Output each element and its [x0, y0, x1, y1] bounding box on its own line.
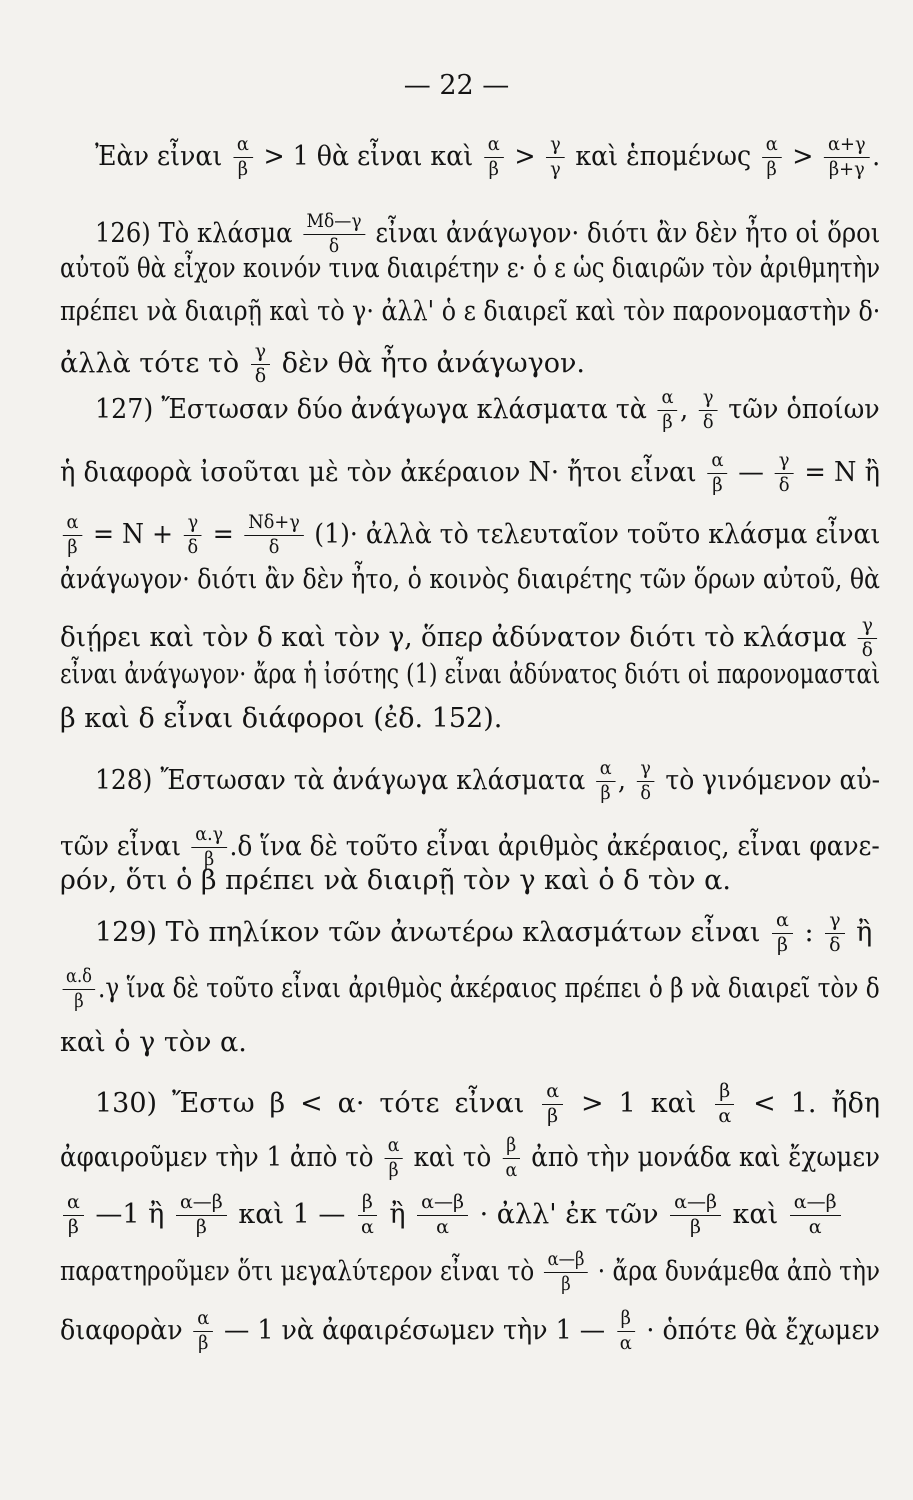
fraction: $\frac{\gamma}{\delta}$ [775, 451, 793, 496]
text-line: 126) Τὸ κλάσμα $\frac{M\delta—\gamma}{\delta}$ εἶναι ἀνάγωγον· διότι ἂν δὲν ἦτο οἱ ὅροι [95, 210, 881, 257]
text-line: 130) Ἔστω β < α· τότε εἶναι $\frac{\alpha}{\beta}$ > 1 καὶ $\frac{\beta}{\alpha}$ < 1. ἤδη [95, 1080, 880, 1127]
fraction: $\frac{\gamma}{\delta}$ [858, 616, 877, 661]
fraction: $\frac{\alpha}{\beta}$ [596, 759, 615, 804]
text-line: Ἐὰν εἶναι $\frac{\alpha}{\beta}$ > 1 θὰ εἶναι καὶ $\frac{\alpha}{\beta}$ > $\frac{\gamma}{\gamma}$ καὶ ἑπομένως $\frac{\alpha}{\beta}$ > $\frac{\alpha+\gamma}{\beta+\gamma}$ . [95, 133, 881, 180]
fraction: $\frac{\alpha}{\beta}$ [63, 513, 82, 558]
text-line: εἶναι ἀνάγωγον· ἄρα ἡ ἰσότης (1) εἶναι ἀδύνατος διότι οἱ παρονομασταὶ [60, 659, 881, 690]
fraction: $\frac{\alpha}{\beta}$ [542, 1082, 563, 1127]
text-line: ρόν, ὅτι ὁ β πρέπει νὰ διαιρῇ τὸν γ καὶ ὁ δ τὸν α. [60, 865, 731, 896]
text-line: διαφορὰν $\frac{\alpha}{\beta}$ — 1 νὰ ἀφαιρέσωμεν τὴν 1 — $\frac{\beta}{\alpha}$ · ὁπότε θὰ ἔχωμεν [60, 1307, 880, 1354]
fraction: $\frac{\alpha}{\beta}$ [384, 1136, 403, 1181]
text-line: $\frac{\alpha.\delta}{\beta}$ .γ ἵνα δὲ τοῦτο εἶναι ἀριθμὸς ἀκέραιος πρέπει ὁ β νὰ διαιρεῖ τὸν δ [60, 967, 880, 1012]
text-line: β καὶ δ εἶναι διάφοροι (ἐδ. 152). [60, 703, 503, 734]
fraction: $\frac{\alpha}{\beta}$ [772, 911, 793, 956]
fraction: $\frac{\alpha}{\beta}$ [708, 451, 728, 496]
fraction: $\frac{N\delta+\gamma}{\delta}$ [245, 513, 304, 558]
fraction: $\frac{\alpha.\gamma}{\beta}$ [192, 825, 227, 870]
text-line: αὐτοῦ θὰ εἶχον κοινόν τινα διαιρέτην ε· ὁ ε ὡς διαιρῶν τὸν ἀριθμητὴν [60, 253, 881, 284]
text-line: 128) Ἔστωσαν τὰ ἀνάγωγα κλάσματα $\frac{\alpha}{\beta}$ , $\frac{\gamma}{\delta}$ τὸ γινόμενον αὐ- [95, 757, 881, 804]
fraction: $\frac{\beta}{\alpha}$ [616, 1309, 636, 1354]
fraction: $\frac{\beta}{\alpha}$ [357, 1193, 378, 1238]
text-line: 127) Ἔστωσαν δύο ἀνάγωγα κλάσματα τὰ $\frac{\alpha}{\beta}$ , $\frac{\gamma}{\delta}$ τῶν ὁποίων [95, 386, 880, 433]
fraction: $\frac{\gamma}{\delta}$ [184, 513, 202, 558]
text-line: $\frac{\alpha}{\beta}$ —1 ἢ $\frac{\alpha—\beta}{\beta}$ καὶ 1 — $\frac{\beta}{\alpha}$ ἢ $\frac{\alpha—\beta}{\alpha}$ · ἀλλ' ἐκ τῶν $\frac{\alpha—\beta}{\beta}$ καὶ $\frac{\alpha—\beta}{\alpha}$ [60, 1193, 844, 1238]
text-line: ἀνάγωγον· διότι ἂν δὲν ἦτο, ὁ κοινὸς διαιρέτης τῶν ὅρων αὐτοῦ, θὰ [60, 564, 880, 595]
fraction: $\frac{\alpha—\beta}{\beta}$ [544, 1250, 588, 1295]
text-line: διῄρει καὶ τὸν δ καὶ τὸν γ, ὅπερ ἀδύνατον διότι τὸ κλάσμα $\frac{\gamma}{\delta}$ [60, 616, 880, 661]
text-line: παρατηροῦμεν ὅτι μεγαλύτερον εἶναι τὸ $\frac{\alpha—\beta}{\beta}$ · ἄρα δυνάμεθα ἀπὸ τὴν [60, 1248, 881, 1295]
fraction: $\frac{\alpha}{\beta}$ [762, 135, 782, 180]
fraction: $\frac{\gamma}{\delta}$ [637, 759, 655, 804]
fraction: $\frac{M\delta—\gamma}{\delta}$ [303, 212, 365, 257]
text-line: ἀφαιροῦμεν τὴν 1 ἀπὸ τὸ $\frac{\alpha}{\beta}$ καὶ τὸ $\frac{\beta}{\alpha}$ ἀπὸ τὴν μονάδα καὶ ἔχωμεν [60, 1134, 880, 1181]
text-line: τῶν εἶναι $\frac{\alpha.\gamma}{\beta}$ .δ ἵνα δὲ τοῦτο εἶναι ἀριθμὸς ἀκέραιος, εἶναι φανε- [60, 823, 880, 870]
fraction: $\frac{\alpha—\beta}{\alpha}$ [790, 1193, 841, 1238]
fraction: $\frac{\alpha—\beta}{\beta}$ [670, 1193, 721, 1238]
fraction: $\frac{\gamma}{\gamma}$ [546, 135, 564, 180]
fraction: $\frac{\alpha}{\beta}$ [194, 1309, 214, 1354]
text-line: 129) Τὸ πηλίκον τῶν ἀνωτέρω κλασμάτων εἶναι $\frac{\alpha}{\beta}$ : $\frac{\gamma}{\delta}$ ἢ [95, 909, 873, 956]
fraction: $\frac{\beta}{\alpha}$ [502, 1136, 521, 1181]
fraction: $\frac{\alpha+\gamma}{\beta+\gamma}$ [824, 135, 869, 180]
fraction: $\frac{\alpha}{\beta}$ [63, 1193, 84, 1238]
page-number: — 22 — [403, 70, 510, 101]
fraction: $\frac{\alpha—\beta}{\beta}$ [176, 1193, 227, 1238]
fraction: $\frac{\alpha.\delta}{\beta}$ [63, 967, 96, 1012]
text-line: ἀλλὰ τότε τὸ $\frac{\gamma}{\delta}$ δὲν θὰ ἦτο ἀνάγωγον. [60, 340, 585, 387]
text-line: πρέπει νὰ διαιρῇ καὶ τὸ γ· ἀλλ' ὁ ε διαιρεῖ καὶ τὸν παρονομαστὴν δ· [60, 296, 881, 327]
fraction: $\frac{\gamma}{\delta}$ [251, 342, 270, 387]
fraction: $\frac{\alpha—\beta}{\alpha}$ [417, 1193, 468, 1238]
text-line: καὶ ὁ γ τὸν α. [60, 1027, 247, 1058]
fraction: $\frac{\alpha}{\beta}$ [658, 388, 678, 433]
fraction: $\frac{\beta}{\alpha}$ [714, 1082, 735, 1127]
fraction: $\frac{\alpha}{\beta}$ [484, 135, 504, 180]
text-line: $\frac{\alpha}{\beta}$ = Ν + $\frac{\gamma}{\delta}$ = $\frac{N\delta+\gamma}{\delta}$ (1)· ἀλλὰ τὸ τελευταῖον τοῦτο κλάσμα εἶναι [60, 513, 880, 558]
fraction: $\frac{\alpha}{\beta}$ [233, 135, 253, 180]
fraction: $\frac{\gamma}{\delta}$ [825, 911, 844, 956]
text-line: ἡ διαφορὰ ἰσοῦται μὲ τὸν ἀκέραιον Ν· ἤτοι εἶναι $\frac{\alpha}{\beta}$ — $\frac{\gamma}{\delta}$ = Ν ἢ [60, 449, 880, 496]
fraction: $\frac{\gamma}{\delta}$ [699, 388, 717, 433]
